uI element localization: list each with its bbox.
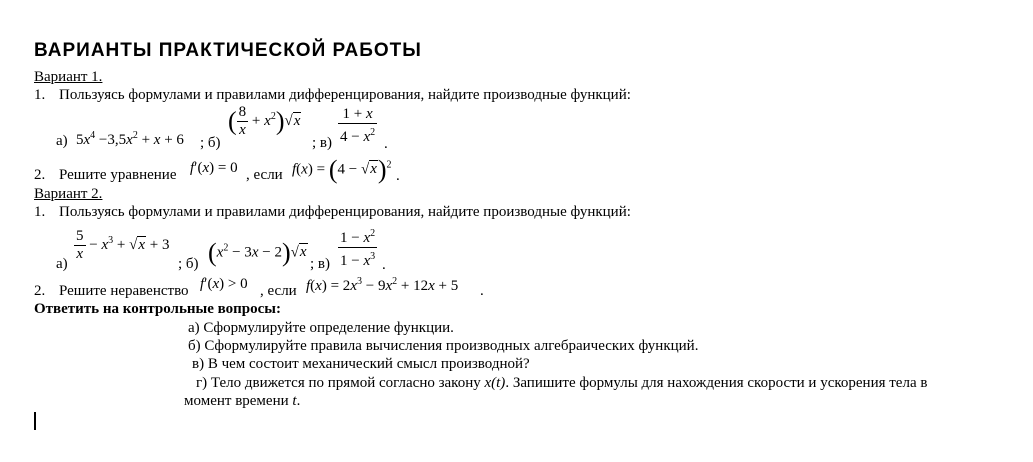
variant-2-task-1 bbox=[34, 204, 631, 221]
variant-1-if: , если bbox=[246, 167, 283, 183]
variant-1-label-a: а) bbox=[56, 133, 68, 149]
variant-2-function-v: $\frac{1 - x^2}{1 - x^3}$ bbox=[338, 225, 377, 270]
variant-1-function-f: $f(x) = (4 - √x)^2$ bbox=[292, 155, 392, 184]
variant-1-heading: Вариант 1. bbox=[34, 69, 103, 85]
task-text: Пользуясь формулами и правилами дифференцирования, найдите производные функций: bbox=[59, 204, 631, 220]
task-text: Решите неравенство bbox=[59, 283, 189, 299]
task-text: Пользуясь формулами и правилами дифференцирования, найдите производные функций: bbox=[59, 87, 631, 103]
question-g-text: г) Тело движется по прямой согласно закону bbox=[196, 375, 485, 391]
variant-1-task-2 bbox=[34, 167, 176, 184]
variant-1-end-dot-2: . bbox=[396, 168, 400, 184]
question-g-variable: x(t) bbox=[484, 375, 506, 391]
variant-1-equation: f′(x) = 0 bbox=[190, 160, 238, 176]
control-question-g bbox=[196, 375, 927, 392]
control-questions-heading: Ответить на контрольные вопросы: bbox=[34, 301, 281, 317]
variant-2-end-dot-2: . bbox=[480, 283, 484, 299]
control-question-b: б) Сформулируйте правила вычисления производных алгебраических функций. bbox=[188, 338, 699, 354]
variant-2-label-a: а) bbox=[56, 256, 68, 272]
variant-2-function-f: $f(x) = 2x^3 - 9x^2 + 12x + 5$ bbox=[306, 276, 459, 294]
variant-1-label-b: ; б) bbox=[200, 135, 221, 151]
control-question-a: а) Сформулируйте определение функции. bbox=[188, 320, 454, 336]
question-g-text-2: . Запишите формулы для нахождения скорости и ускорения тела в bbox=[505, 375, 928, 391]
task-number: 2. bbox=[34, 283, 46, 299]
variant-2-heading: Вариант 2. bbox=[34, 186, 103, 202]
control-question-v: в) В чем состоит механический смысл производной? bbox=[192, 356, 530, 372]
task-number: 1. bbox=[34, 87, 46, 103]
text-cursor[interactable] bbox=[34, 412, 36, 430]
variant-2-label-b: ; б) bbox=[178, 256, 199, 272]
variant-2-inequality: f′(x) > 0 bbox=[200, 276, 248, 292]
task-number: 2. bbox=[34, 167, 46, 183]
variant-1-function-a: $5x^4 -3,5x^2 + x + 6$ bbox=[76, 130, 184, 148]
variant-2-function-a: $\frac{5}{x}$ − $x^3 + √x + 3$ bbox=[76, 228, 170, 262]
variant-1-task-1 bbox=[34, 87, 631, 104]
variant-1-function-b: ( $\frac{8}{x}$ + $x^2)√x$ bbox=[228, 104, 301, 138]
control-question-g-line-2: момент времени t. bbox=[184, 393, 301, 409]
variant-2-function-b: $(x^2 - 3x - 2)√x$ bbox=[208, 238, 307, 267]
variant-1-label-v: ; в) bbox=[312, 135, 332, 151]
variant-2-task-2 bbox=[34, 283, 189, 300]
page-title: ВАРИАНТЫ ПРАКТИЧЕСКОЙ РАБОТЫ bbox=[34, 40, 422, 61]
variant-1-end-dot: . bbox=[384, 136, 388, 152]
variant-2-if: , если bbox=[260, 283, 297, 299]
question-g-time: t bbox=[292, 393, 297, 409]
variant-1-function-v: $\frac{1 + x}{4 - x^2}$ bbox=[340, 106, 376, 145]
variant-2-end-dot: . bbox=[382, 257, 386, 273]
task-number: 1. bbox=[34, 204, 46, 220]
variant-2-label-v: ; в) bbox=[310, 256, 330, 272]
task-text: Решите уравнение bbox=[59, 167, 177, 183]
